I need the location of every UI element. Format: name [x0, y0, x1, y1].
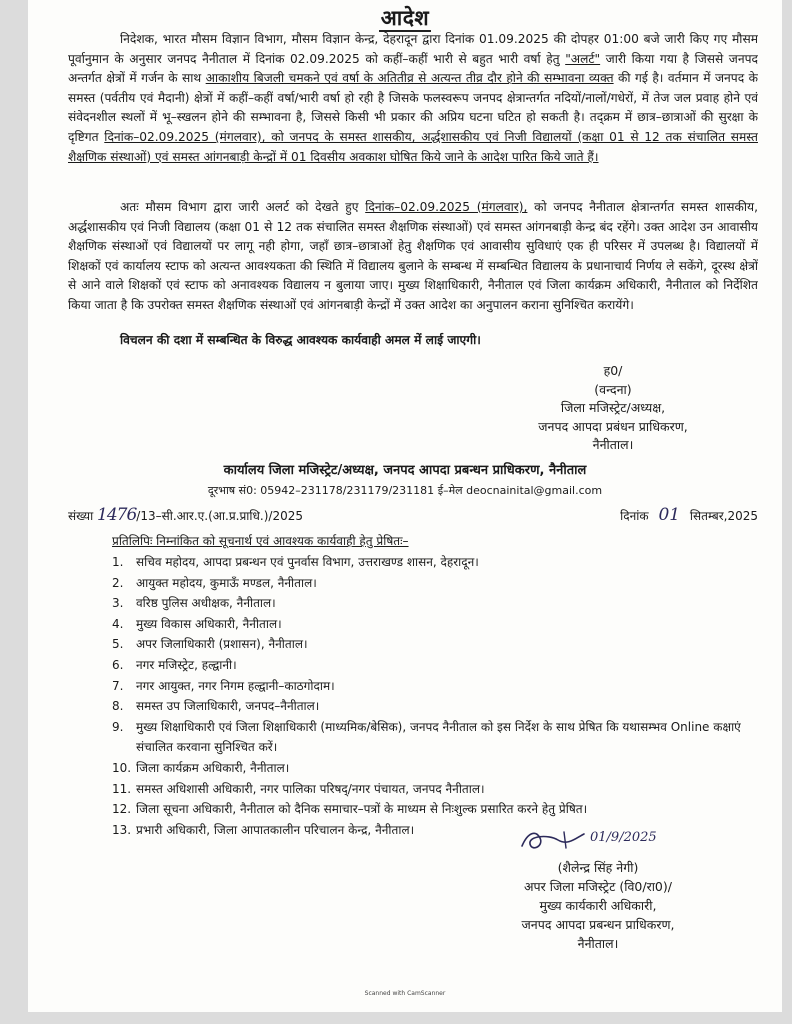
copy-list-item: [112, 758, 758, 779]
signatory-2-location: नैनीताल।: [577, 936, 619, 951]
copy-list-item: [112, 676, 758, 697]
para2-text-2: को जनपद नैनीताल क्षेत्रान्तर्गत समस्त शासकीय, अर्द्धशासकीय एवं निजी विद्यालय (कक्षा 01 से 12 तक संचालित समस्त शैक्षणिक संस्थाओं) एवं समस्त आंगनबाड़ी केन्द्र बंद रहेंगे। उक्त आदेश उन आवासीय शैक्षणिक संस्थाओं एवं विद्यालयों पर लागू नही होगा, जहाँ छात्र–छात्राओं हेतु शैक्षणिक एवं आवासीय सुविधाएं एक ही परिसर में उपलब्ध है। विद्यालयों में शिक्षकों एवं कार्यालय स्टाफ को अत्यन्त आवश्यकता की स्थिति में विद्यालय बुलाने के सम्बन्ध में सम्बन्धित विद्यालय के प्रधानाचार्य निर्णय ले सकेंगे, दूरस्थ क्षेत्रों से आने वाले शिक्षकों एवं स्टाफ को अनावश्यक विद्यालय न बुलाया जाए। मुख्य शिक्षाधिकारी, नैनीताल एवं जिला कार्यक्रम अधिकारी, नैनीताल को निर्देशित किया जाता है कि उपरोक्त समस्त शैक्षणिक संस्थाओं एवं आंगनबाड़ी केन्द्रों में उक्त आदेश का अनुपालन कराना सुनिश्चित करायेंगे।: [68, 200, 758, 312]
para2-underlined: दिनांक–02.09.2025 (मंगलवार),: [365, 200, 528, 214]
handwritten-signature: [518, 824, 598, 858]
email-label: ई–मेल: [437, 484, 463, 497]
signature-block-dm: [498, 362, 728, 455]
signed-mark: ह0/: [603, 363, 623, 378]
signatory-2-designation-1: अपर जिला मजिस्ट्रेट (वि0/रा0)/: [524, 879, 672, 894]
copy-list-text: समस्त अधिशासी अधिकारी, नगर पालिका परिषद्/नगर पंचायत, जनपद नैनीताल।: [136, 781, 485, 796]
copy-list-text: वरिष्ठ पुलिस अधीक्षक, नैनीताल।: [136, 596, 276, 611]
copy-list-item: [112, 593, 758, 614]
copy-list-text: प्रभारी अधिकारी, जिला आपातकालीन परिचालन केन्द्र, नैनीताल।: [136, 822, 415, 837]
copy-list-number: 11.: [112, 781, 132, 796]
copy-list-text: नगर मजिस्ट्रेट, हल्द्वानी।: [136, 657, 237, 672]
order-paragraph-3: विचलन की दशा में सम्बन्धित के विरुद्ध आवश्यक कार्यवाही अमल में लाई जाएगी।: [120, 333, 481, 347]
copy-list-number: 8.: [112, 699, 124, 714]
email-address: deocnainital@gmail.com: [466, 484, 603, 497]
para1-text-3: की गई है। वर्तमान में जनपद के समस्त (पर्वतीय एवं मैदानी) क्षेत्रों में कहीं–कहीं वर्षा/भारी वर्षा हो रही है जिसके फलस्वरूप जनपद क्षेत्रान्तर्गत नदियों/नालों/गधेरों, में तेज जल प्रवाह होने एवं संवेदनशील स्थलों में भू–स्खलन होने की सम्भावना है, जिससे किसी भी प्रकार की अप्रिय घटना घटित हो सकती है। तद्क्रम में छात्र–छात्राओं की सुरक्षा के दृष्टिगत: [68, 71, 758, 144]
reference-label: संख्या: [68, 509, 94, 523]
phone-number: 05942–231178/231179/231181: [260, 484, 435, 497]
date-day: 01: [658, 505, 681, 525]
copy-list-number: 6.: [112, 657, 124, 672]
copy-list-text: नगर आयुक्त, नगर निगम हल्द्वानी–काठगोदाम।: [136, 678, 335, 693]
copy-list-number: 10.: [112, 760, 132, 775]
document-heading: [28, 4, 782, 32]
signatory-designation-2: जनपद आपदा प्रबंधन प्राधिकरण,: [538, 418, 688, 434]
copy-list-item: [112, 696, 758, 717]
copy-list-text: समस्त उप जिलाधिकारी, जनपद–नैनीताल।: [136, 699, 320, 714]
copy-list-number: 3.: [112, 596, 124, 611]
copy-list-number: 12.: [112, 802, 132, 817]
copy-list-number: 7.: [112, 678, 124, 693]
document-page: [28, 0, 782, 1012]
copy-list-item: [112, 799, 758, 820]
copy-list-item: [112, 614, 758, 635]
copy-to-list: [112, 552, 758, 840]
signatory-designation-1: जिला मजिस्ट्रेट/अध्यक्ष,: [560, 400, 666, 416]
heading-text: आदेश: [380, 6, 430, 30]
office-title: कार्यालय जिला मजिस्ट्रेट/अध्यक्ष, जनपद आपदा प्रबन्धन प्राधिकरण, नैनीताल: [223, 463, 587, 478]
copy-list-number: 13.: [112, 822, 132, 837]
para1-alert: "अलर्ट": [565, 51, 601, 66]
reference-suffix: /13–सी.आर.ए.(आ.प्र.प्राधि.)/2025: [136, 509, 303, 523]
para1-text-1: निदेशक, भारत मौसम विज्ञान विभाग, मौसम विज्ञान केन्द्र, देहरादून द्वारा दिनांक 01.09.2025 की दोपहर 01:00 बजे जारी किए गए मौसम पूर्वानुमान के अनुसार जनपद नैनीताल में दिनांक 02.09.2025 को कहीं–कहीं भारी से बहुत भारी वर्षा हेतु: [68, 32, 758, 66]
copy-list-number: 1.: [112, 555, 124, 569]
reference-date: [620, 505, 758, 525]
copy-list-item: [112, 552, 758, 573]
copy-list-item: [112, 655, 758, 676]
copy-to-heading: प्रतिलिपिः निम्नांकित को सूचनार्थ एवं आवश्यक कार्यवाही हेतु प्रेषितः–: [112, 534, 409, 548]
signatory-2-designation-2: मुख्य कार्यकारी अधिकारी,: [539, 898, 657, 913]
handwritten-sign-date: 01/9/2025: [590, 830, 657, 845]
office-contact: [28, 483, 782, 498]
para2-text-1: अतः मौसम विभाग द्वारा जारी अलर्ट को देखते हुए: [120, 200, 366, 214]
signature-block-adm: [468, 858, 728, 953]
para1-underlined-2: दिनांक–02.09.2025 (मंगलवार), को जनपद के समस्त शासकीय, अर्द्धशासकीय एवं निजी विद्यालयों (कक्षा 01 से 12 तक संचालित समस्त शैक्षणिक संस्थाओं) एवं समस्त आंगनबाड़ी केन्द्रों में 01 दिवसीय अवकाश घोषित किये जाने के आदेश पारित किये जाते हैं।: [68, 129, 758, 164]
date-month-year: सितम्बर,2025: [689, 509, 758, 523]
signatory-2-designation-3: जनपद आपदा प्रबन्धन प्राधिकरण,: [521, 917, 675, 932]
signatory-2-name: (शैलेन्द्र सिंह नेगी): [557, 860, 639, 875]
para1-underlined-1: आकाशीय बिजली चमकने एवं वर्षा के अतितीव्र से अत्यन्त तीव्र दौर होने की सम्भावना व्यक्त: [205, 71, 614, 86]
para1-text-2: जारी किया गया है जिससे जनपद अन्तर्गत क्षेत्रों में गर्जन के साथ: [68, 51, 758, 86]
copy-list-item: [112, 634, 758, 655]
phone-label: दूरभाष सं0:: [207, 484, 257, 497]
signatory-location: नैनीताल।: [592, 437, 634, 453]
copy-list-text: जिला कार्यक्रम अधिकारी, नैनीताल।: [136, 760, 290, 775]
copy-list-number: 2.: [112, 575, 124, 590]
copy-list-item: [112, 717, 758, 758]
copy-list-text: सचिव महोदय, आपदा प्रबन्धन एवं पुनर्वास विभाग, उत्तराखण्ड शासन, देहरादून।: [136, 555, 479, 569]
reference-number: [68, 505, 303, 525]
copy-list-number: 4.: [112, 616, 124, 631]
copy-list-number: 9.: [112, 719, 124, 734]
copy-list-text: जिला सूचना अधिकारी, नैनीताल को दैनिक समाचार–पत्रों के माध्यम से निःशुल्क प्रसारित करने हेतु प्रेषित।: [136, 802, 588, 817]
copy-list-text: अपर जिलाधिकारी (प्रशासन), नैनीताल।: [136, 637, 308, 652]
copy-list-text: मुख्य विकास अधिकारी, नैनीताल।: [136, 616, 282, 631]
copy-list-text: मुख्य शिक्षाधिकारी एवं जिला शिक्षाधिकारी (माध्यमिक/बेसिक), जनपद नैनीताल को इस निर्देश के साथ प्रेषित कि यथासम्भव Online कक्षाएं संचालित करवाना सुनिश्चित करें।: [136, 719, 741, 755]
copy-list-item: [112, 573, 758, 594]
copy-list-text: आयुक्त महोदय, कुमाऊँ मण्डल, नैनीताल।: [136, 575, 317, 590]
copy-list-item: [112, 820, 758, 841]
reference-handwritten-number: 1476: [97, 505, 137, 525]
copy-list-item: [112, 779, 758, 800]
date-label: दिनांक: [620, 509, 649, 523]
scanner-watermark: Scanned with CamScanner: [364, 990, 446, 997]
copy-list-number: 5.: [112, 637, 124, 652]
order-paragraph-2: [68, 198, 758, 331]
order-body: [68, 30, 758, 353]
order-paragraph-1: [68, 30, 758, 198]
signatory-name: (वन्दना): [594, 381, 632, 397]
